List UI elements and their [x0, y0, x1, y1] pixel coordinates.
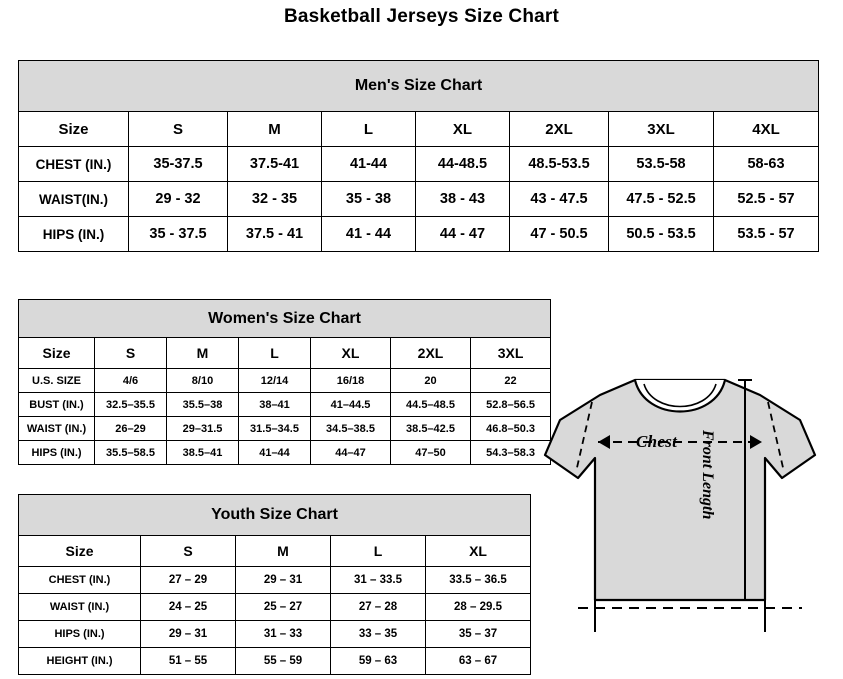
youth-header-cell: Size — [19, 536, 141, 567]
youth-cell: 28 – 29.5 — [426, 594, 531, 621]
youth-cell: 31 – 33.5 — [331, 567, 426, 594]
mens-cell: 35-37.5 — [129, 147, 228, 182]
womens-cell: 52.8–56.5 — [471, 393, 551, 417]
womens-cell: 41–44 — [239, 441, 311, 465]
womens-header-cell: XL — [311, 338, 391, 369]
youth-header-cell: L — [331, 536, 426, 567]
front-length-label: Front Length — [699, 430, 716, 520]
womens-cell: 32.5–35.5 — [95, 393, 167, 417]
womens-cell: 41–44.5 — [311, 393, 391, 417]
mens-cell: 50.5 - 53.5 — [609, 217, 714, 252]
womens-cell: 46.8–50.3 — [471, 417, 551, 441]
mens-cell: 38 - 43 — [416, 182, 510, 217]
youth-row-label: CHEST (IN.) — [19, 567, 141, 594]
youth-cell: 35 – 37 — [426, 621, 531, 648]
youth-header-cell: M — [236, 536, 331, 567]
mens-cell: 35 - 37.5 — [129, 217, 228, 252]
youth-row-label: WAIST (IN.) — [19, 594, 141, 621]
mens-cell: 41-44 — [322, 147, 416, 182]
womens-cell: 44–47 — [311, 441, 391, 465]
womens-row-label: WAIST (IN.) — [19, 417, 95, 441]
mens-header-row — [19, 112, 819, 147]
youth-cell: 33 – 35 — [331, 621, 426, 648]
youth-cell: 27 – 28 — [331, 594, 426, 621]
womens-header-cell: L — [239, 338, 311, 369]
youth-cell: 29 – 31 — [236, 567, 331, 594]
womens-cell: 22 — [471, 369, 551, 393]
mens-size-chart — [18, 60, 819, 252]
womens-cell: 8/10 — [167, 369, 239, 393]
womens-size-chart — [18, 299, 551, 465]
table-row — [19, 441, 551, 465]
youth-header-cell: S — [141, 536, 236, 567]
womens-header-cell: 3XL — [471, 338, 551, 369]
mens-cell: 52.5 - 57 — [714, 182, 819, 217]
mens-cell: 53.5 - 57 — [714, 217, 819, 252]
chest-label: Chest — [636, 432, 678, 451]
mens-chart-title-row — [19, 61, 819, 112]
womens-header-cell: 2XL — [391, 338, 471, 369]
youth-cell: 55 – 59 — [236, 648, 331, 675]
womens-cell: 16/18 — [311, 369, 391, 393]
womens-cell: 38–41 — [239, 393, 311, 417]
mens-chart-title: Men's Size Chart — [19, 61, 819, 112]
youth-cell: 27 – 29 — [141, 567, 236, 594]
table-row — [19, 648, 531, 675]
womens-row-label: BUST (IN.) — [19, 393, 95, 417]
mens-cell: 37.5 - 41 — [228, 217, 322, 252]
mens-cell: 32 - 35 — [228, 182, 322, 217]
mens-header-cell: M — [228, 112, 322, 147]
womens-header-cell: M — [167, 338, 239, 369]
youth-cell: 24 – 25 — [141, 594, 236, 621]
mens-cell: 41 - 44 — [322, 217, 416, 252]
womens-cell: 47–50 — [391, 441, 471, 465]
womens-header-cell: Size — [19, 338, 95, 369]
jersey-diagram — [540, 350, 840, 670]
womens-cell: 35.5–38 — [167, 393, 239, 417]
womens-row-label: U.S. SIZE — [19, 369, 95, 393]
mens-row-label: HIPS (IN.) — [19, 217, 129, 252]
youth-cell: 25 – 27 — [236, 594, 331, 621]
mens-cell: 58-63 — [714, 147, 819, 182]
mens-header-cell: XL — [416, 112, 510, 147]
youth-chart-title: Youth Size Chart — [19, 495, 531, 536]
youth-cell: 33.5 – 36.5 — [426, 567, 531, 594]
youth-cell: 51 – 55 — [141, 648, 236, 675]
womens-cell: 35.5–58.5 — [95, 441, 167, 465]
youth-header-cell: XL — [426, 536, 531, 567]
page-title: Basketball Jerseys Size Chart — [283, 6, 560, 27]
womens-cell: 12/14 — [239, 369, 311, 393]
youth-size-chart — [18, 494, 531, 675]
table-row — [19, 594, 531, 621]
mens-header-cell: Size — [19, 112, 129, 147]
mens-header-cell: 2XL — [510, 112, 609, 147]
mens-cell: 29 - 32 — [129, 182, 228, 217]
womens-cell: 54.3–58.3 — [471, 441, 551, 465]
mens-cell: 44-48.5 — [416, 147, 510, 182]
youth-chart-title-row — [19, 495, 531, 536]
mens-cell: 47 - 50.5 — [510, 217, 609, 252]
mens-header-cell: 4XL — [714, 112, 819, 147]
table-row — [19, 393, 551, 417]
womens-chart-title-row — [19, 300, 551, 338]
mens-header-cell: S — [129, 112, 228, 147]
table-row — [19, 217, 819, 252]
jersey-shape-icon — [545, 380, 815, 600]
womens-header-row — [19, 338, 551, 369]
womens-row-label: HIPS (IN.) — [19, 441, 95, 465]
table-row — [19, 147, 819, 182]
womens-chart-title: Women's Size Chart — [19, 300, 551, 338]
mens-cell: 48.5-53.5 — [510, 147, 609, 182]
table-row — [19, 369, 551, 393]
womens-cell: 34.5–38.5 — [311, 417, 391, 441]
youth-row-label: HEIGHT (IN.) — [19, 648, 141, 675]
mens-cell: 44 - 47 — [416, 217, 510, 252]
womens-cell: 38.5–42.5 — [391, 417, 471, 441]
mens-row-label: WAIST(IN.) — [19, 182, 129, 217]
womens-cell: 31.5–34.5 — [239, 417, 311, 441]
table-row — [19, 417, 551, 441]
womens-cell: 29–31.5 — [167, 417, 239, 441]
womens-header-cell: S — [95, 338, 167, 369]
youth-cell: 59 – 63 — [331, 648, 426, 675]
mens-cell: 35 - 38 — [322, 182, 416, 217]
youth-cell: 29 – 31 — [141, 621, 236, 648]
mens-cell: 37.5-41 — [228, 147, 322, 182]
table-row — [19, 182, 819, 217]
mens-cell: 47.5 - 52.5 — [609, 182, 714, 217]
mens-row-label: CHEST (IN.) — [19, 147, 129, 182]
table-row — [19, 621, 531, 648]
youth-header-row — [19, 536, 531, 567]
womens-cell: 44.5–48.5 — [391, 393, 471, 417]
mens-header-cell: L — [322, 112, 416, 147]
mens-cell: 53.5-58 — [609, 147, 714, 182]
table-row — [19, 567, 531, 594]
youth-row-label: HIPS (IN.) — [19, 621, 141, 648]
womens-cell: 20 — [391, 369, 471, 393]
womens-cell: 4/6 — [95, 369, 167, 393]
womens-cell: 26–29 — [95, 417, 167, 441]
womens-cell: 38.5–41 — [167, 441, 239, 465]
youth-cell: 63 – 67 — [426, 648, 531, 675]
mens-cell: 43 - 47.5 — [510, 182, 609, 217]
mens-header-cell: 3XL — [609, 112, 714, 147]
youth-cell: 31 – 33 — [236, 621, 331, 648]
